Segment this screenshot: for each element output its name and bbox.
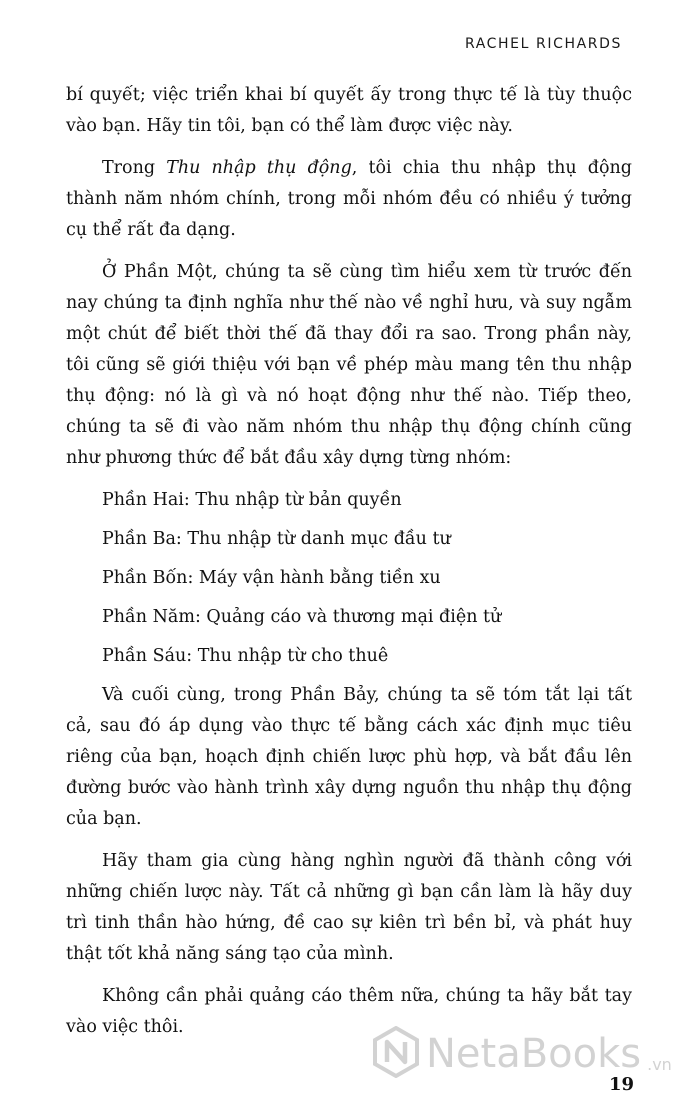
- section-list-item: Phần Bốn: Máy vận hành bằng tiền xu: [102, 568, 441, 588]
- watermark-brand-text: NetaBooks: [426, 1031, 642, 1077]
- paragraph-book-intro-suffix: , tôi chia thu nhập thụ động thành năm nhóm chính, trong mỗi nhóm đều có nhiều ý tưởng cụ thể rất đa dạng.: [66, 158, 632, 240]
- book-title-italic: Thu nhập thụ động: [166, 158, 352, 178]
- section-list-item: Phần Sáu: Thu nhập từ cho thuê: [102, 646, 389, 666]
- page-number: 19: [608, 1074, 634, 1095]
- paragraph-continued: bí quyết; việc triển khai bí quyết ấy trong thực tế là tùy thuộc vào bạn. Hãy tin tôi, bạn có thể làm được việc này.: [66, 85, 632, 136]
- paragraph-closing: Không cần phải quảng cáo thêm nữa, chúng ta hãy bắt tay vào việc thôi.: [66, 986, 632, 1037]
- watermark-domain-suffix: .vn: [647, 1055, 672, 1074]
- paragraph-part-seven: Và cuối cùng, trong Phần Bảy, chúng ta sẽ tóm tắt lại tất cả, sau đó áp dụng vào thực tế bằng cách xác định mục tiêu riêng của bạn, hoạch định chiến lược phù hợp, và bắt đầu lên đường bước vào hành trình xây dựng nguồn thu nhập thụ động của bạn.: [66, 685, 632, 829]
- page-body: [66, 80, 632, 1054]
- netabooks-logo-icon: [372, 1026, 420, 1082]
- running-header-author: RACHEL RICHARDS: [464, 36, 622, 52]
- paragraph-book-intro-prefix: Trong: [102, 158, 167, 178]
- paragraph-book-intro: [66, 153, 632, 246]
- section-list-item: Phần Hai: Thu nhập từ bản quyền: [102, 490, 402, 510]
- paragraph-part-one: Ở Phần Một, chúng ta sẽ cùng tìm hiểu xem từ trước đến nay chúng ta định nghĩa như thế nào về nghỉ hưu, và suy ngẫm một chút để biết thời thế đã thay đổi ra sao. Trong phần này, tôi cũng sẽ giới thiệu với bạn về phép màu mang tên thu nhập thụ động: nó là gì và nó hoạt động như thế nào. Tiếp theo, chúng ta sẽ đi vào năm nhóm thu nhập thụ động chính cũng như phương thức để bắt đầu xây dựng từng nhóm:: [66, 262, 632, 468]
- paragraph-join: Hãy tham gia cùng hàng nghìn người đã thành công với những chiến lược này. Tất cả những gì bạn cần làm là hãy duy trì tinh thần hào hứng, đề cao sự kiên trì bền bỉ, và phát huy thật tốt khả năng sáng tạo của mình.: [66, 851, 632, 964]
- section-list-item: Phần Năm: Quảng cáo và thương mại điện tử: [102, 607, 502, 627]
- section-list-item: Phần Ba: Thu nhập từ danh mục đầu tư: [102, 529, 451, 549]
